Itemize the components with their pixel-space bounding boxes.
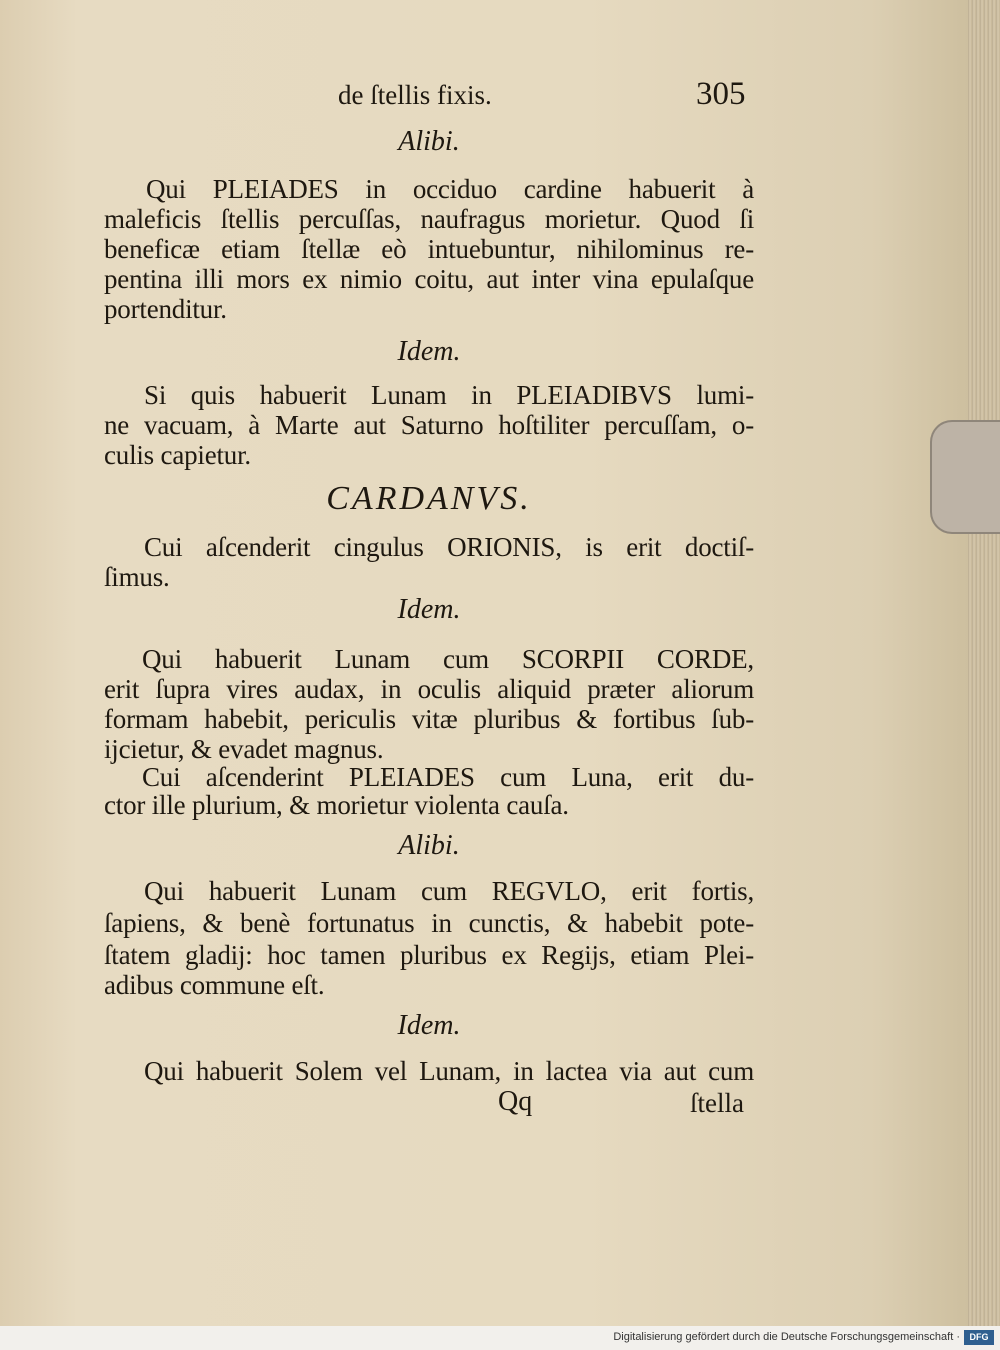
text-line: pentina illi mors ex nimio coitu, aut inter vina epulaſque	[104, 264, 754, 294]
text-line: Cui aſcenderit cingulus ORIONIS, is erit doctiſ-	[144, 532, 754, 562]
text-line: ſtatem gladij: hoc tamen pluribus ex Regijs, etiam Plei-	[104, 940, 754, 970]
text-line: adibus commune eſt.	[104, 970, 325, 1000]
page-number: 305	[696, 76, 746, 112]
section-heading: Idem.	[397, 594, 461, 625]
footer-credit: Digitalisierung gefördert durch die Deutsche Forschungsgemeinschaft ·	[613, 1331, 960, 1343]
section-heading: Alibi.	[398, 126, 460, 157]
running-title: de ſtellis fixis.	[338, 80, 492, 110]
text-line: Cui aſcenderint PLEIADES cum Luna, erit du-	[142, 762, 754, 792]
section-heading: Idem.	[397, 336, 461, 367]
digitization-footer	[0, 1326, 1000, 1350]
section-heading-author: CARDANVS.	[326, 480, 532, 517]
text-line: Qui PLEIADES in occiduo cardine habuerit à	[146, 174, 754, 204]
text-line: portenditur.	[104, 294, 227, 324]
page-clip-tab	[930, 420, 1000, 534]
text-line: culis capietur.	[104, 440, 251, 470]
text-line: formam habebit, periculis vitæ pluribus & fortibus ſub-	[104, 704, 754, 734]
page-edges	[968, 0, 1000, 1326]
catchword: ſtella	[690, 1088, 744, 1118]
text-line: Qui habuerit Lunam cum REGVLO, erit fortis,	[144, 876, 754, 906]
text-line: ſapiens, & benè fortunatus in cunctis, & habebit pote-	[104, 908, 754, 938]
signature-mark: Qq	[498, 1086, 533, 1117]
text-line: beneficæ etiam ſtellæ eò intuebuntur, nihilominus re-	[104, 234, 754, 264]
text-line: Si quis habuerit Lunam in PLEIADIBVS lumi-	[144, 380, 754, 410]
dfg-logo: DFG	[964, 1330, 994, 1345]
section-heading: Idem.	[397, 1010, 461, 1041]
text-line: ijcietur, & evadet magnus.	[104, 734, 384, 764]
text-line: erit ſupra vires audax, in oculis aliquid præter aliorum	[104, 674, 754, 704]
text-line: Qui habuerit Lunam cum SCORPII CORDE,	[142, 644, 754, 674]
text-line: maleficis ſtellis percuſſas, naufragus morietur. Quod ſi	[104, 204, 754, 234]
text-line: Qui habuerit Solem vel Lunam, in lactea via aut cum	[144, 1056, 754, 1086]
section-heading: Alibi.	[398, 830, 460, 861]
text-line: ſimus.	[104, 562, 170, 592]
text-line: ctor ille plurium, & morietur violenta cauſa.	[104, 790, 569, 820]
text-line: ne vacuam, à Marte aut Saturno hoſtiliter percuſſam, o-	[104, 410, 754, 440]
